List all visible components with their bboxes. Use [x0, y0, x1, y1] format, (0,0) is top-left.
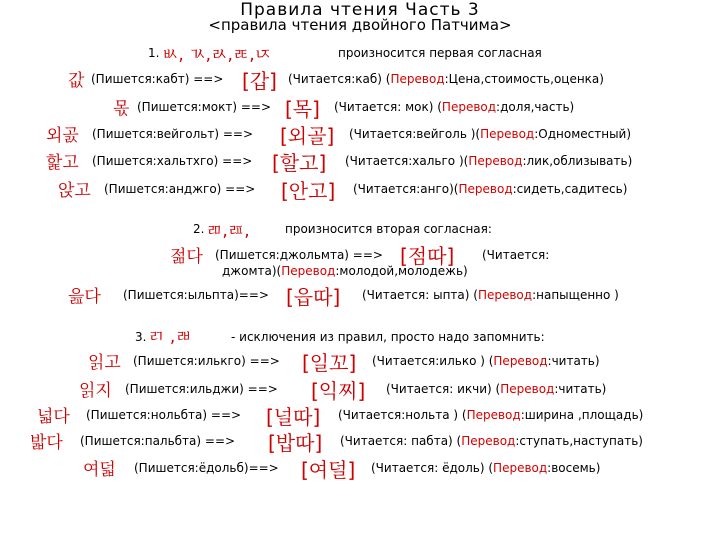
spelling: (Пишется:ёдольб)==> [134, 461, 279, 475]
spelling: (Пишется:ыльпта)==> [123, 288, 269, 302]
spelling: (Пишется:мокт) ==> [137, 100, 272, 114]
korean-word: 여덟 [83, 460, 116, 480]
reading: (Читается: мок) (Перевод:доля,часть) [334, 100, 575, 114]
spelling: (Пишется:пальбта) ==> [80, 434, 236, 448]
pronunciation: [할고] [272, 151, 327, 175]
reading: (Читается: ёдоль) (Перевод:восемь) [371, 461, 601, 475]
section-2-clusters: ㄻ,ㄿ, [206, 221, 250, 241]
translation-label: Перевод [281, 264, 336, 278]
spelling: (Пишется:кабт) ==> [91, 72, 224, 86]
translation-label: Перевод [493, 354, 548, 368]
translation-label: Перевод [466, 408, 521, 422]
pronunciation: [밥따] [268, 431, 323, 455]
spelling: (Пишется:ильджи) ==> [125, 382, 278, 396]
pronunciation: [갑] [242, 69, 277, 93]
page-subtitle: <правила чтения двойного Патчима> [208, 16, 512, 34]
section-3-rule: - исключения из правил, просто надо запомнить: [231, 330, 545, 344]
section-2-number: 2. [193, 222, 205, 236]
korean-word: 몫 [113, 99, 130, 119]
korean-word: 핥고 [46, 153, 79, 173]
reading: (Читается: пабта) (Перевод:ступать,наступать) [340, 434, 643, 448]
pronunciation: [안고] [281, 179, 336, 203]
reading: (Читается:анго)(Перевод:сидеть,садитесь) [353, 182, 628, 196]
translation-label: Перевод [458, 182, 513, 196]
translation-label: Перевод [493, 461, 548, 475]
section-3-clusters: ㄺ ,ㄼ [148, 327, 192, 347]
korean-word: 젊다 [170, 247, 203, 267]
spelling: (Пишется:анджго) ==> [104, 182, 256, 196]
reading-continued: джомта)(Перевод:молодой,молодежь) [222, 264, 468, 278]
spelling: (Пишется:джольмта) ==> [215, 248, 383, 262]
pronunciation: [일꼬] [302, 351, 357, 375]
translation-label: Перевод [468, 154, 523, 168]
pronunciation: [익찌] [311, 379, 366, 403]
korean-word: 읽지 [79, 381, 112, 401]
pronunciation: [목] [285, 97, 320, 121]
reading: (Читается: ыпта) (Перевод:напыщенно ) [362, 288, 619, 302]
section-2-rule: произносится вторая согласная: [285, 222, 492, 236]
page-title: Правила чтения Часть 3 [240, 0, 480, 20]
translation-label: Перевод [461, 434, 516, 448]
translation-label: Перевод [500, 382, 555, 396]
section-1-number: 1. [148, 46, 160, 60]
reading: (Читается: икчи) (Перевод:читать) [386, 382, 607, 396]
reading: (Читается:нольта ) (Перевод:ширина ,площадь) [338, 408, 644, 422]
spelling: (Пишется:нольбта) ==> [86, 408, 242, 422]
translation-label: Перевод [441, 100, 497, 114]
pronunciation: [외골] [280, 124, 335, 148]
section-1-rule: произносится первая согласная [338, 46, 542, 60]
section-3-number: 3. [135, 330, 147, 344]
pronunciation: [읍따] [286, 285, 341, 309]
pronunciation: [널따] [266, 405, 321, 429]
reading: (Читается:вейголь )(Перевод:Одноместный) [349, 127, 632, 141]
korean-word: 앉고 [58, 181, 91, 201]
translation-label: Перевод [480, 127, 535, 141]
spelling: (Пишется:вейгольт) ==> [92, 127, 254, 141]
korean-word: 넓다 [37, 407, 70, 427]
translation-label: Перевод [390, 72, 445, 86]
pronunciation: [점따] [400, 244, 455, 268]
spelling: (Пишется:хальтхго) ==> [92, 154, 253, 168]
translation-label: Перевод [477, 288, 533, 302]
section-1-clusters: ㅄ, ㄳ,ㄽ,ㄾ,ㄵ [162, 45, 272, 65]
reading: (Читается:хальго )(Перевод:лик,облизывать) [345, 154, 633, 168]
korean-word: 밟다 [30, 433, 63, 453]
pronunciation: [여덜] [301, 458, 356, 482]
korean-word: 외곬 [46, 126, 79, 146]
korean-word: 값 [68, 71, 85, 91]
reading: (Читается:илько ) (Перевод:читать) [372, 354, 600, 368]
spelling: (Пишется:илькго) ==> [133, 354, 280, 368]
korean-word: 읽고 [88, 353, 121, 373]
reading: (Читается:каб) (Перевод:Цена,стоимость,оценка) [288, 72, 604, 86]
korean-word: 읊다 [68, 287, 101, 307]
reading: (Читается: [482, 248, 550, 262]
